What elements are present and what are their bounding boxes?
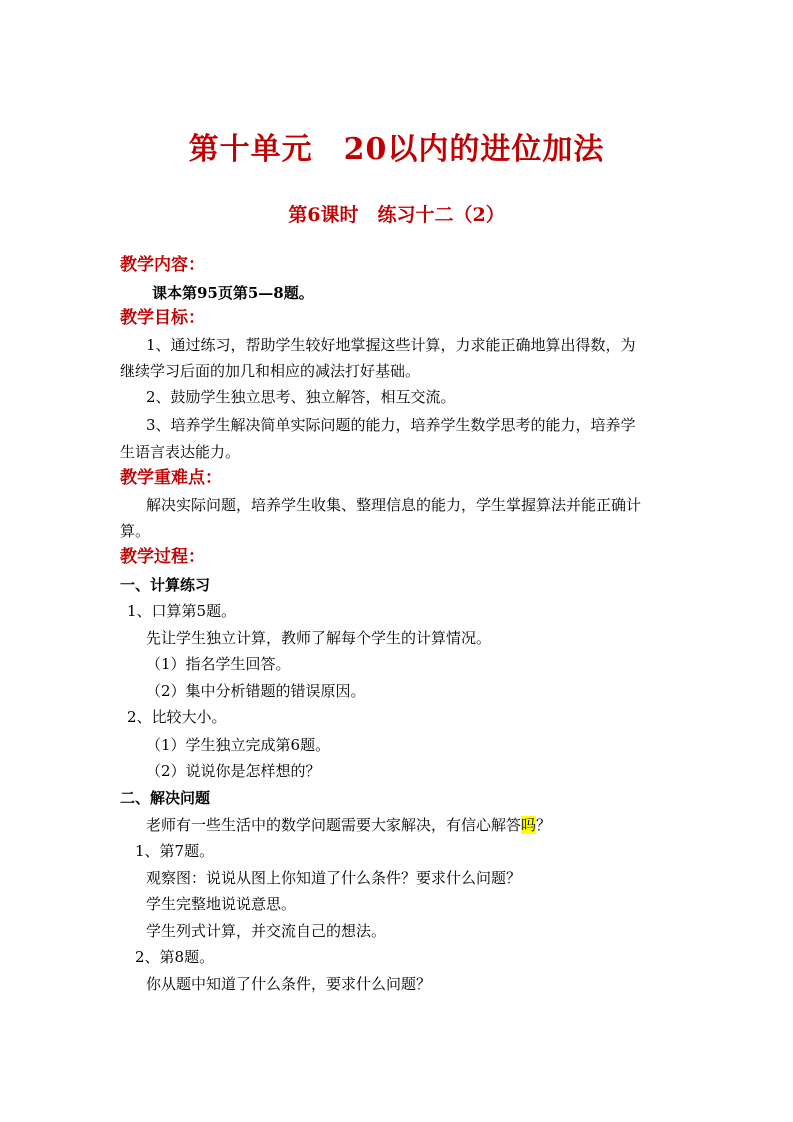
content-heading: 教学内容： [120,255,205,275]
goal-1-line-1: 1、通过练习，帮助学生较好地掌握这些计算，力求能正确地算出得数，为 [146,336,636,354]
s1-item-2-sub-1: （1）学生独立完成第6题。 [146,736,331,754]
key-points-line-2: 算。 [120,522,151,540]
goal-3-line-2: 生语言表达能力。 [120,443,241,461]
s2-item-2-line-1: 你从题中知道了什么条件，要求什么问题？ [146,975,432,993]
s2-item-1: 1、第7题。 [135,842,215,860]
lesson-subtitle: 第6课时 练习十二（2） [288,204,505,226]
section-2-heading: 二、解决问题 [120,789,211,807]
s1-item-1-desc: 先让学生独立计算，教师了解每个学生的计算情况。 [146,629,492,647]
process-heading: 教学过程： [120,547,205,567]
s1-item-1-sub-1: （1）指名学生回答。 [146,655,291,673]
s1-item-2-sub-2: （2）说说你是怎样想的？ [146,762,321,780]
key-points-line-1: 解决实际问题，培养学生收集、整理信息的能力，学生掌握算法并能正确计 [146,496,642,514]
s1-item-1: 1、口算第5题。 [127,602,237,620]
goal-2: 2、鼓励学生独立思考、独立解答，相互交流。 [146,388,456,406]
s1-item-1-sub-2: （2）集中分析错题的错误原因。 [146,682,366,700]
s2-intro [146,814,551,836]
s2-item-1-line-2: 学生完整地说说意思。 [146,895,297,913]
s1-item-2: 2、比较大小。 [127,708,227,726]
key-points-heading: 教学重难点： [120,468,222,488]
content-text: 课本第95页第5—8题。 [152,284,314,302]
s2-intro-highlight: 吗 [521,816,537,834]
s2-intro-end: ？ [536,816,552,834]
s2-item-2: 2、第8题。 [135,948,215,966]
s2-intro-text: 老师有一些生活中的数学问题需要大家解决，有信心解答 [146,816,522,834]
goal-3-line-1: 3、培养学生解决简单实际问题的能力，培养学生数学思考的能力，培养学 [146,416,636,434]
s2-item-1-line-3: 学生列式计算，并交流自己的想法。 [146,922,387,940]
goal-1-line-2: 继续学习后面的加几和相应的减法打好基础。 [120,362,421,380]
section-1-heading: 一、计算练习 [120,576,211,594]
s2-item-1-line-1: 观察图：说说从图上你知道了什么条件？要求什么问题？ [146,869,522,887]
page-title: 第十单元 20以内的进位加法 [188,132,605,167]
goals-heading: 教学目标： [120,308,205,328]
